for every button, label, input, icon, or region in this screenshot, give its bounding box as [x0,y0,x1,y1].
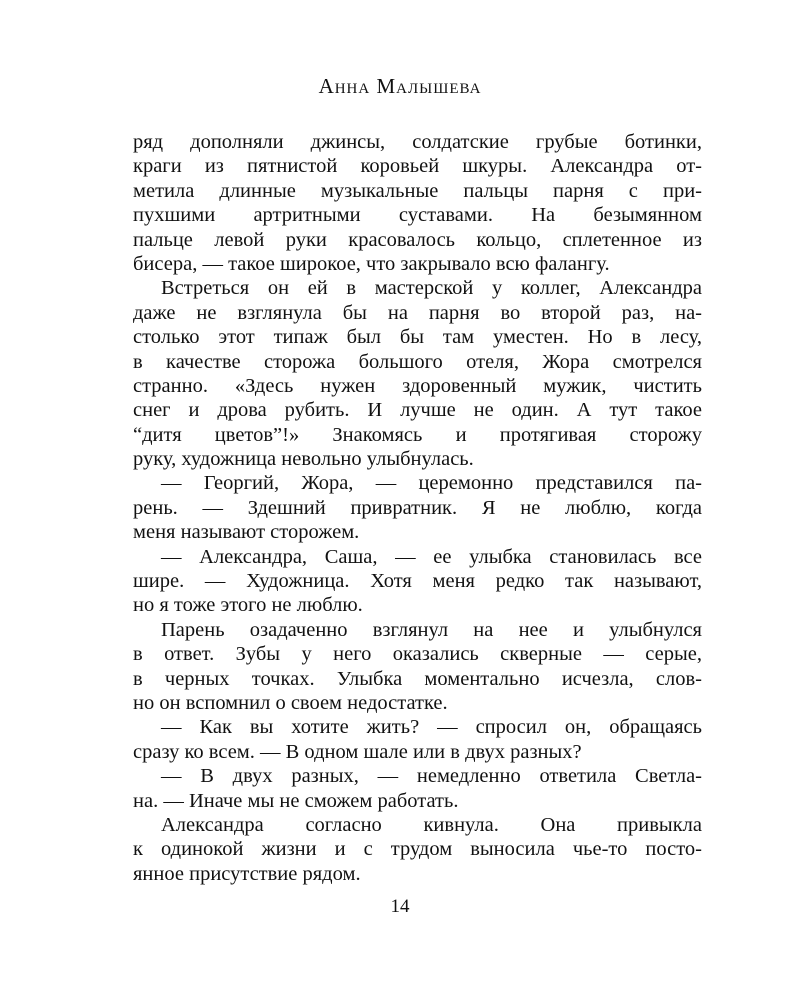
text-line: — Как вы хотите жить? — спросил он, обращаясь [161,716,702,739]
body-text [133,130,702,886]
text-line: ряд дополняли джинсы, солдатские грубые ботинки, [133,131,702,153]
text-line: даже не взглянула бы на парня во второй раз, на- [133,301,702,324]
text-line: меня называют сторожем. [133,521,360,544]
text-line: — В двух разных, — немедленно ответила Светла- [161,765,702,788]
text-line: пальце левой руки красовалось кольцо, сплетенное из [133,228,702,251]
text-line: в ответ. Зубы у него оказались скверные — серые, [133,643,702,666]
text-line: в черных точках. Улыбка моментально исчезла, слов- [133,667,702,690]
running-header: Анна Малышева [318,74,482,98]
text-line: на. — Иначе мы не сможем работать. [133,789,459,812]
text-line: сразу ко всем. — В одном шале или в двух разных? [133,740,582,763]
text-line: шире. — Художница. Хотя меня редко так называют, [133,570,702,593]
text-line: в качестве сторожа большого отеля, Жора смотрелся [133,350,702,373]
text-line: янное присутствие рядом. [133,862,361,885]
text-line: но я тоже этого не люблю. [133,594,363,617]
page-number: 14 [390,896,410,917]
text-line: но он вспомнил о своем недостатке. [133,691,448,714]
text-line: краги из пятнистой коровьей шкуры. Александра от- [133,155,702,178]
text-line: Парень озадаченно взглянул на нее и улыбнулся [161,618,702,641]
text-line: “дитя цветов”!» Знакомясь и протягивая сторожу [133,423,702,446]
text-line: столько этот типаж был бы там уместен. Но в лесу, [133,326,702,349]
text-line: — Георгий, Жора, — церемонно представился па- [161,472,702,495]
text-line: странно. «Здесь нужен здоровенный мужик, чистить [133,374,702,397]
text-line: метила длинные музыкальные пальцы парня с при- [133,179,702,202]
text-line: Встреться он ей в мастерской у коллег, Александра [161,277,702,300]
text-line: руку, художница невольно улыбнулась. [133,448,474,471]
text-line: — Александра, Саша, — ее улыбка становилась все [161,545,702,568]
text-line: снег и дрова рубить. И лучше не один. А тут такое [133,399,702,422]
text-line: рень. — Здешний привратник. Я не люблю, когда [133,496,702,519]
text-line: бисера, — такое широкое, что закрывало всю фалангу. [133,252,610,275]
text-line: пухшими артритными суставами. На безымянном [133,204,702,227]
text-line: Александра согласно кивнула. Она привыкла [161,813,702,836]
text-line: к одинокой жизни и с трудом выносила чье-то посто- [133,838,702,861]
